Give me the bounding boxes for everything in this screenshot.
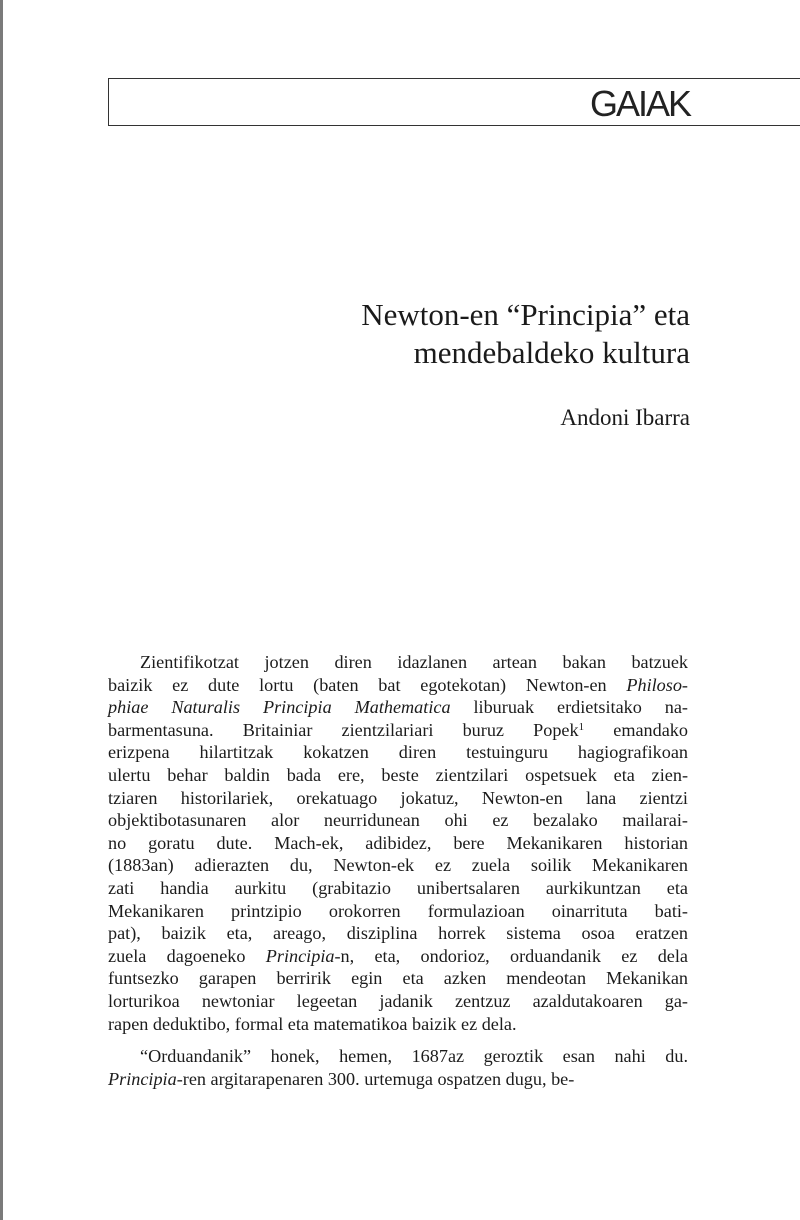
text-run: Zientifikotzat jotzen diren idazlanen artean bakan batzuek <box>140 652 688 672</box>
text-run: zuela dagoeneko <box>108 945 266 966</box>
text-run: liburuak erdietsitako na- <box>450 697 688 718</box>
italic-text: Principia <box>108 1068 177 1089</box>
footnote-ref: 1 <box>578 720 585 733</box>
text-run: rapen deduktibo, formal eta matematikoa baizik ez dela. <box>108 1013 517 1034</box>
paragraph <box>108 651 688 1035</box>
text-line <box>108 741 688 764</box>
text-line <box>108 854 688 877</box>
article-title-line: mendebaldeko kultura <box>413 335 690 370</box>
text-line <box>108 945 688 968</box>
text-run: pat), baizik eta, areago, disziplina horrek sistema osoa eratzen <box>108 923 688 944</box>
text-line <box>108 764 688 787</box>
text-line <box>108 674 688 697</box>
article-title <box>170 296 690 372</box>
text-run: (1883an) adierazten du, Newton-ek ez zuela soilik Mekanikaren <box>108 855 688 876</box>
text-run: Mekanikaren printzipio orokorren formulazioan oinarrituta bati- <box>108 900 688 921</box>
text-run: emandako <box>584 719 688 740</box>
italic-text: phiae Naturalis Principia Mathematica <box>108 697 451 718</box>
text-run: ulertu behar baldin bada ere, beste zientzilari ospetsuek eta zien- <box>108 764 688 785</box>
paragraph <box>108 1045 688 1090</box>
text-line <box>108 967 688 990</box>
text-line <box>108 832 688 855</box>
text-run: lorturikoa newtoniar legeetan jadanik zentzuz azaldutakoaren ga- <box>108 990 688 1011</box>
text-run: zati handia aurkitu (grabitazio unibertsalaren aurkikuntzan eta <box>108 877 688 898</box>
text-line <box>108 1068 688 1091</box>
text-run: objektibotasunaren alor neurridunean ohi ez bezalako mailarai- <box>108 810 688 831</box>
text-line <box>108 900 688 923</box>
section-header-box <box>108 78 800 126</box>
text-line <box>108 877 688 900</box>
text-line <box>108 809 688 832</box>
text-run: tziaren historilariek, orekatuago jokatuz, Newton-en lana zientzi <box>108 787 688 808</box>
text-run: -n, eta, ondorioz, orduandanik ez dela <box>334 945 688 966</box>
italic-text: Philoso- <box>626 674 688 695</box>
text-line <box>108 922 688 945</box>
text-run: baizik ez dute lortu (baten bat egotekotan) Newton-en <box>108 674 627 695</box>
text-run: erizpena hilartitzak kokatzen diren testuinguru hagiografikoan <box>108 742 688 763</box>
section-label: GAIAK <box>589 83 690 124</box>
text-run: no goratu dute. Mach-ek, adibidez, bere Mekanikaren historian <box>108 832 688 853</box>
text-line <box>108 719 688 742</box>
text-run: “Orduandanik” honek, hemen, 1687az geroztik esan nahi du. <box>140 1046 688 1067</box>
text-line <box>108 990 688 1013</box>
text-line <box>108 651 688 674</box>
text-run: barmentasuna. Britainiar zientzilariari buruz Popek <box>108 719 579 740</box>
text-line <box>108 1045 688 1068</box>
article-title-line: Newton-en “Principia” eta <box>361 297 690 332</box>
text-run: -ren argitarapenaren 300. urtemuga ospatzen dugu, be- <box>176 1068 575 1089</box>
article-body <box>108 651 688 1090</box>
text-line <box>108 787 688 810</box>
italic-text: Principia <box>265 945 335 966</box>
text-line <box>108 1013 688 1036</box>
article-author: Andoni Ibarra <box>560 405 690 430</box>
text-run: funtsezko garapen berririk egin eta azken mendeotan Mekanikan <box>108 968 688 989</box>
page-left-edge <box>0 0 3 1220</box>
text-line <box>108 696 688 719</box>
